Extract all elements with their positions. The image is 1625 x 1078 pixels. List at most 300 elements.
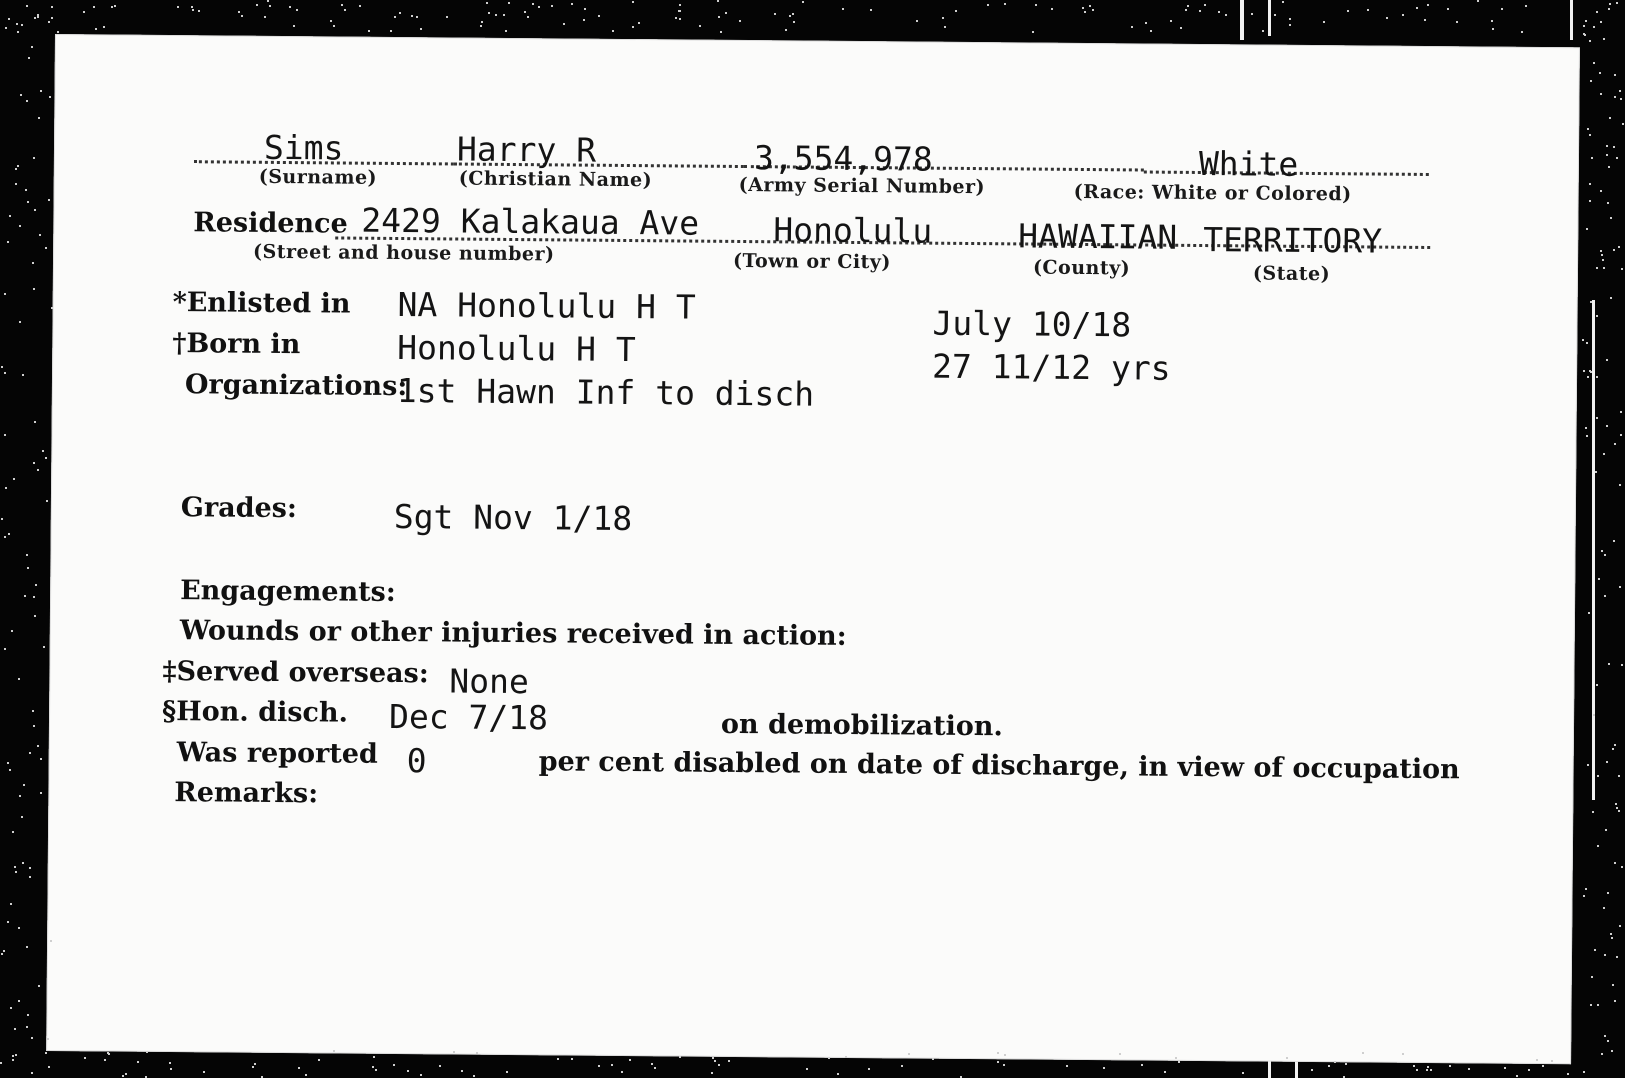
scan-noise (718, 16, 720, 18)
scan-noise (12, 1059, 14, 1061)
surname-caption: (Surname) (258, 165, 378, 189)
scan-noise (1603, 453, 1605, 455)
scan-noise (27, 1014, 29, 1016)
scan-noise (806, 1068, 808, 1070)
scan-noise (1616, 157, 1618, 159)
scan-noise (505, 30, 507, 32)
scan-noise (446, 16, 448, 18)
scan-noise (1204, 4, 1206, 6)
scan-noise (1593, 26, 1595, 28)
christian-name-caption: (Christian Name) (458, 167, 653, 192)
scan-noise (1621, 268, 1623, 270)
scan-noise (1614, 862, 1616, 864)
scan-noise (241, 15, 243, 17)
scan-noise (1613, 249, 1615, 251)
scan-noise (611, 1064, 613, 1066)
scan-noise (1619, 484, 1621, 486)
scan-noise (1131, 26, 1133, 28)
scan-noise (1616, 956, 1618, 958)
scan-noise (1178, 1061, 1180, 1063)
scan-noise (1323, 21, 1325, 23)
scan-noise (1004, 3, 1006, 5)
scan-noise (14, 1028, 16, 1030)
scan-noise (1589, 40, 1591, 42)
scan-noise (629, 1059, 631, 1061)
scan-noise (828, 1057, 830, 1059)
scan-noise (31, 1037, 33, 1039)
scan-noise (1618, 246, 1620, 248)
engagements-label: Engagements: (180, 575, 396, 608)
scan-noise (1614, 74, 1616, 76)
scan-noise (725, 12, 727, 14)
scan-noise (488, 12, 490, 14)
scan-noise (1604, 554, 1606, 556)
scan-noise (1567, 1073, 1569, 1075)
scan-noise (1613, 540, 1615, 542)
scan-noise (19, 321, 21, 323)
scan-noise (792, 13, 794, 15)
scan-noise (557, 1058, 559, 1060)
scan-noise (372, 1066, 374, 1068)
scan-noise (146, 1051, 148, 1053)
scan-noise (390, 30, 392, 32)
scan-noise (1594, 949, 1596, 951)
record-card (46, 34, 1580, 1064)
scan-noise (416, 16, 418, 18)
scan-noise (1084, 11, 1086, 13)
scan-noise (612, 30, 614, 32)
scan-noise (621, 1071, 623, 1073)
scan-noise (1590, 80, 1592, 82)
scan-noise (1606, 359, 1608, 361)
scan-noise (1584, 34, 1586, 36)
scan-noise (191, 6, 193, 8)
scan-noise (33, 596, 35, 598)
scan-noise (37, 745, 39, 747)
scan-noise (461, 1070, 463, 1072)
scan-noise (420, 28, 422, 30)
scan-noise (264, 16, 266, 18)
scan-noise (18, 927, 20, 929)
scan-noise (1501, 8, 1503, 10)
scan-edge-mark (1592, 300, 1595, 800)
scan-noise (1426, 1069, 1428, 1071)
scan-noise (1621, 664, 1623, 666)
scan-noise (111, 6, 113, 8)
scan-noise (318, 1059, 320, 1061)
scan-noise (1597, 1004, 1599, 1006)
scan-noise (1427, 1066, 1429, 1068)
scan-noise (1618, 775, 1620, 777)
scan-noise (1614, 443, 1616, 445)
grades-label: Grades: (180, 492, 298, 525)
scan-noise (1602, 259, 1604, 261)
scan-noise (1274, 14, 1276, 16)
scan-noise (1082, 7, 1084, 9)
scan-noise (10, 903, 12, 905)
scan-noise (84, 1057, 86, 1059)
scan-noise (177, 6, 179, 8)
scan-noise (1610, 297, 1612, 299)
discharge-suffix: on demobilization. (720, 708, 1004, 743)
scan-noise (45, 247, 47, 249)
scan-noise (785, 29, 787, 31)
organizations-value: 1st Hawn Inf to disch (396, 370, 815, 414)
scan-noise (269, 5, 271, 7)
scan-noise (298, 1067, 300, 1069)
scan-noise (1413, 1065, 1415, 1067)
scan-noise (1604, 954, 1606, 956)
scan-noise (47, 1038, 49, 1040)
scan-noise (170, 1068, 172, 1070)
scan-noise (1608, 663, 1610, 665)
scan-noise (22, 374, 24, 376)
scan-noise (1595, 471, 1597, 473)
scan-noise (495, 14, 497, 16)
scan-noise (473, 1075, 475, 1077)
scan-noise (4, 536, 6, 538)
scan-noise (122, 1075, 124, 1077)
scan-noise (32, 262, 34, 264)
scan-noise (192, 9, 194, 11)
scan-noise (9, 769, 11, 771)
scan-noise (203, 1071, 205, 1073)
scan-noise (1185, 9, 1187, 11)
scan-noise (1600, 21, 1602, 23)
scan-noise (169, 1062, 171, 1064)
enlisted-label: *Enlisted in (172, 287, 351, 320)
scan-noise (267, 0, 269, 2)
scan-noise (49, 96, 51, 98)
scan-noise (305, 1074, 307, 1076)
surname-value: Sims (263, 127, 344, 168)
scan-noise (563, 23, 565, 25)
scan-noise (20, 94, 22, 96)
scan-noise (34, 421, 36, 423)
scan-noise (1582, 339, 1584, 341)
scan-noise (38, 117, 40, 119)
serial-number-caption: (Army Serial Number) (738, 173, 986, 199)
scan-noise (1424, 19, 1426, 21)
scan-noise (1621, 866, 1623, 868)
scan-noise (27, 201, 29, 203)
born-value: Honolulu H T (397, 327, 636, 370)
scan-noise (583, 19, 585, 21)
scan-noise (870, 9, 872, 11)
scan-noise (34, 615, 36, 617)
scan-noise (942, 17, 944, 19)
scan-noise (46, 500, 48, 502)
scan-noise (17, 165, 19, 167)
scan-noise (1103, 1067, 1105, 1069)
scan-noise (476, 1052, 478, 1054)
scan-noise (51, 6, 53, 8)
scan-noise (714, 1060, 716, 1062)
scan-noise (15, 871, 17, 873)
reported-label: Was reported (176, 737, 378, 770)
scan-noise (632, 26, 634, 28)
scan-noise (35, 584, 37, 586)
scan-noise (1619, 586, 1621, 588)
town-caption: (Town or City) (732, 249, 891, 274)
scan-noise (4, 648, 6, 650)
scan-noise (774, 13, 776, 15)
enlisted-value: NA Honolulu H T (397, 285, 696, 327)
scan-noise (399, 12, 401, 14)
serial-number-value: 3,554,978 (753, 138, 933, 179)
scan-noise (1427, 4, 1429, 6)
scan-noise (1587, 376, 1589, 378)
scan-noise (1089, 5, 1091, 7)
scan-noise (1610, 933, 1612, 935)
scan-noise (252, 1066, 254, 1068)
scan-noise (916, 20, 918, 22)
scan-noise (333, 1050, 335, 1052)
scan-noise (551, 5, 553, 7)
scan-noise (51, 307, 53, 309)
scan-noise (104, 1059, 106, 1061)
scan-noise (1591, 976, 1593, 978)
scan-noise (1289, 24, 1291, 26)
scan-noise (1583, 895, 1585, 897)
scan-noise (1092, 9, 1094, 11)
scan-noise (45, 457, 47, 459)
scan-noise (48, 1066, 50, 1068)
scan-noise (1347, 10, 1349, 12)
scan-noise (1525, 5, 1527, 7)
street-caption: (Street and house number) (253, 240, 555, 266)
scan-noise (1593, 62, 1595, 64)
born-label: †Born in (172, 328, 301, 361)
scan-noise (4, 293, 6, 295)
scan-noise (1164, 1071, 1166, 1073)
scan-noise (1600, 250, 1602, 252)
scan-noise (254, 1063, 256, 1065)
scan-noise (908, 1053, 910, 1055)
scan-noise (1587, 128, 1589, 130)
scan-noise (25, 189, 27, 191)
remarks-label: Remarks: (174, 777, 319, 810)
scan-noise (1468, 1068, 1470, 1070)
scan-noise (508, 2, 510, 4)
discharge-label: §Hon. disch. (161, 695, 349, 729)
scan-noise (1596, 417, 1598, 419)
scan-noise (679, 10, 681, 12)
scan-noise (1622, 123, 1624, 125)
scan-noise (407, 1070, 409, 1072)
scan-noise (48, 21, 50, 23)
scan-noise (793, 21, 795, 23)
scan-noise (837, 1073, 839, 1075)
scan-noise (1589, 134, 1591, 136)
scan-noise (1402, 1053, 1404, 1055)
scan-noise (296, 9, 298, 11)
scan-noise (0, 1062, 2, 1064)
scan-noise (1, 953, 3, 955)
scan-noise (1035, 4, 1037, 6)
scan-noise (375, 1069, 377, 1071)
scan-noise (33, 157, 35, 159)
scan-noise (1591, 157, 1593, 159)
scan-noise (675, 17, 677, 19)
scan-noise (95, 28, 97, 30)
residence-street-value: 2429 Kalakaua Ave (361, 200, 700, 243)
scan-noise (1180, 27, 1182, 29)
scan-noise (632, 1, 634, 3)
scan-noise (359, 5, 361, 7)
scan-noise (1597, 845, 1599, 847)
scan-noise (845, 1056, 847, 1058)
scan-noise (842, 8, 844, 10)
scan-noise (651, 1063, 653, 1065)
scan-noise (1416, 1069, 1418, 1071)
scan-noise (1604, 1035, 1606, 1037)
scan-noise (1175, 1057, 1177, 1059)
scan-noise (1145, 22, 1147, 24)
scan-edge-mark (1240, 0, 1244, 40)
scan-noise (1599, 72, 1601, 74)
scan-noise (584, 8, 586, 10)
scan-noise (1345, 1063, 1347, 1065)
scan-noise (1066, 1065, 1068, 1067)
scan-noise (26, 1026, 28, 1028)
scan-noise (38, 985, 40, 987)
scan-noise (10, 1007, 12, 1009)
scan-noise (728, 1060, 730, 1062)
scan-noise (739, 20, 741, 22)
scan-noise (955, 10, 957, 12)
scan-noise (1587, 764, 1589, 766)
scan-noise (802, 1, 804, 3)
scan-noise (1199, 10, 1201, 12)
scan-noise (256, 4, 258, 6)
scan-noise (7, 241, 9, 243)
scan-noise (12, 831, 14, 833)
scan-noise (21, 24, 23, 26)
scan-noise (1586, 342, 1588, 344)
scan-noise (125, 1073, 127, 1075)
scan-noise (1242, 1072, 1244, 1074)
scan-noise (1334, 1061, 1336, 1063)
scan-noise (1600, 190, 1602, 192)
scan-noise (1402, 14, 1404, 16)
scan-noise (39, 234, 41, 236)
scan-noise (1542, 1065, 1544, 1067)
scan-noise (654, 1067, 656, 1069)
scan-noise (1609, 3, 1611, 5)
residence-town-value: Honolulu (773, 210, 933, 251)
scan-noise (1596, 267, 1598, 269)
scan-noise (1051, 8, 1053, 10)
scan-noise (145, 1076, 147, 1078)
discharge-value: Dec 7/18 (388, 696, 549, 738)
scan-noise (453, 1051, 455, 1053)
scan-noise (31, 46, 33, 48)
scan-noise (93, 6, 95, 8)
scan-noise (1609, 117, 1611, 119)
scan-noise (1003, 1064, 1005, 1066)
scan-noise (944, 26, 946, 28)
scan-noise (1611, 937, 1613, 939)
scan-noise (3, 950, 5, 952)
scan-noise (1607, 892, 1609, 894)
scan-noise (107, 1052, 109, 1054)
scan-noise (987, 4, 989, 6)
scan-noise (1596, 684, 1598, 686)
scan-noise (1282, 1, 1284, 3)
scan-noise (1607, 1040, 1609, 1042)
scan-noise (1598, 578, 1600, 580)
scan-noise (960, 1076, 962, 1078)
scan-noise (293, 25, 295, 27)
scan-noise (638, 22, 640, 24)
scan-noise (4, 434, 6, 436)
scan-noise (1597, 775, 1599, 777)
scan-noise (34, 209, 36, 211)
scan-noise (1521, 31, 1523, 33)
scan-noise (1615, 803, 1617, 805)
scan-noise (718, 1064, 720, 1066)
scan-noise (1492, 28, 1494, 30)
scan-noise (679, 18, 681, 20)
scan-noise (1614, 744, 1616, 746)
scan-noise (1328, 1065, 1330, 1067)
scan-noise (21, 816, 23, 818)
scan-noise (1613, 146, 1615, 148)
scan-noise (1616, 2, 1618, 4)
overseas-label: ‡Served overseas: (162, 655, 429, 690)
scan-noise (18, 1000, 20, 1002)
scan-noise (12, 1055, 14, 1057)
scan-noise (26, 100, 28, 102)
scan-noise (11, 630, 13, 632)
scan-noise (868, 1068, 870, 1070)
scan-noise (1286, 1057, 1288, 1059)
scan-noise (18, 678, 20, 680)
scan-noise (1589, 200, 1591, 202)
scan-noise (1491, 20, 1493, 22)
scan-noise (108, 1053, 110, 1055)
scan-noise (32, 710, 34, 712)
scan-noise (1141, 1064, 1143, 1066)
scan-noise (1516, 1075, 1518, 1077)
scan-noise (1596, 315, 1598, 317)
scan-noise (1551, 1060, 1553, 1062)
scan-noise (1585, 427, 1587, 429)
scan-noise (1620, 98, 1622, 100)
scan-noise (1600, 93, 1602, 95)
overseas-value: None (449, 661, 530, 702)
scan-noise (1618, 810, 1620, 812)
scan-noise (1590, 371, 1592, 373)
scan-noise (486, 2, 488, 4)
scan-noise (1601, 550, 1603, 552)
scan-noise (333, 25, 335, 27)
scan-noise (524, 11, 526, 13)
scan-noise (598, 15, 600, 17)
scan-noise (330, 20, 332, 22)
scan-noise (137, 1061, 139, 1063)
scan-noise (1614, 1000, 1616, 1002)
scan-noise (289, 6, 291, 8)
scan-noise (1583, 370, 1585, 372)
scan-noise (1604, 595, 1606, 597)
scan-noise (31, 1072, 33, 1074)
scan-noise (50, 940, 52, 942)
scan-noise (480, 25, 482, 27)
scan-noise (4, 372, 6, 374)
scan-noise (37, 469, 39, 471)
